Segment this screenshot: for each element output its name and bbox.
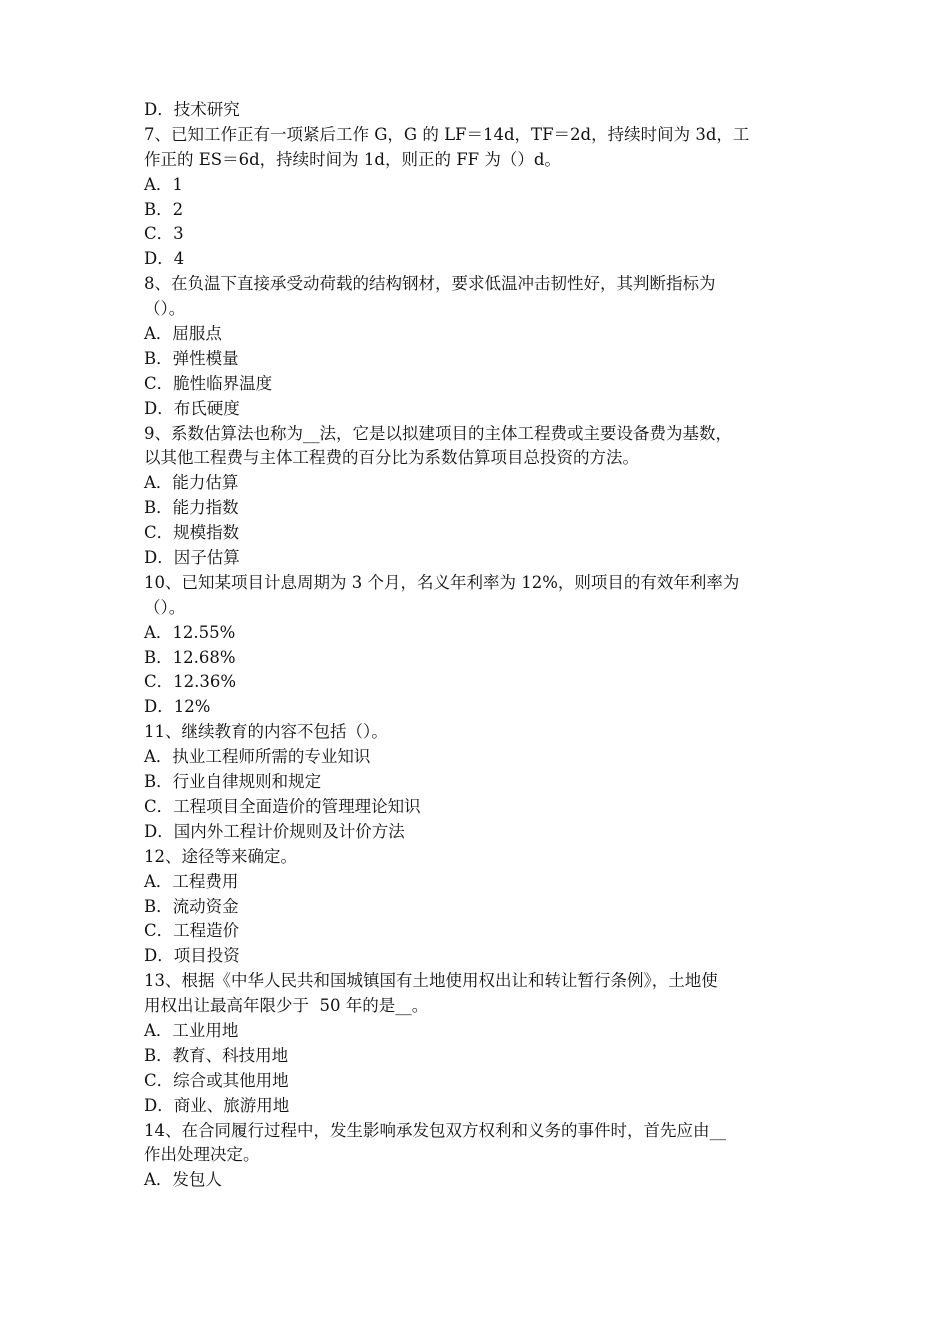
option-c-q11: C．工程项目全面造价的管理理论知识 [144,796,421,816]
option-a-q13: A．工业用地 [144,1020,239,1040]
option-b-q12: B．流动资金 [144,896,239,916]
option-a-q14: A．发包人 [144,1170,222,1190]
question-7-line-2: 作正的 ES＝6d，持续时间为 1d，则正的 FF 为（）d。 [144,149,561,169]
option-d-q6: D．技术研究 [144,100,240,119]
option-d-q11: D．国内外工程计价规则及计价方法 [144,821,405,841]
question-14-line-2: 作出处理决定。 [144,1145,260,1165]
option-a-q9: A．能力估算 [144,473,239,493]
question-9-line-2: 以其他工程费与主体工程费的百分比为系数估算项目总投资的方法。 [144,448,639,468]
option-a-q8: A．屈服点 [144,324,222,344]
option-d-q9: D．因子估算 [144,548,240,568]
question-8-line-1: 8、在负温下直接承受动荷载的结构钢材，要求低温冲击韧性好，其判断指标为 [144,274,716,294]
option-c-q13: C．综合或其他用地 [144,1070,289,1090]
question-8-line-2: （）。 [144,299,186,319]
option-c-q8: C．脆性临界温度 [144,373,273,393]
option-d-q7: D．4 [144,249,185,269]
question-7-line-1: 7、已知工作正有一项紧后工作 G，G 的 LF＝14d，TF＝2d，持续时间为 3d，工 [144,124,750,144]
option-d-q13: D．商业、旅游用地 [144,1095,290,1115]
question-10-line-2: （）。 [144,597,186,617]
option-a-q7: A．1 [144,174,183,194]
option-d-q12: D．项目投资 [144,946,240,966]
question-11: 11、继续教育的内容不包括（）。 [144,722,388,742]
question-13-line-1: 13、根据《中华人民共和国城镇国有土地使用权出让和转让暂行条例》，土地使 [144,971,718,991]
option-d-q10: D．12% [144,697,211,717]
question-10-line-1: 10、已知某项目计息周期为 3 个月，名义年利率为 12%，则项目的有效年利率为 [144,572,740,592]
question-12: 12、途径等来确定。 [144,846,297,866]
option-c-q7: C．3 [144,224,184,244]
option-b-q9: B．能力指数 [144,498,239,518]
option-c-q9: C．规模指数 [144,523,240,543]
option-a-q10: A．12.55% [144,622,236,642]
option-a-q11: A．执业工程师所需的专业知识 [144,747,371,767]
question-9-line-1: 9、系数估算法也称为__法，它是以拟建项目的主体工程费或主要设备费为基数， [144,423,732,443]
question-14-line-1: 14、在合同履行过程中，发生影响承发包双方权利和义务的事件时，首先应由__ [144,1120,726,1140]
option-a-q12: A．工程费用 [144,871,239,891]
document-text [144,98,809,1193]
option-d-q8: D．布氏硬度 [144,398,240,418]
option-b-q13: B．教育、科技用地 [144,1045,289,1065]
option-b-q8: B．弹性模量 [144,348,239,368]
option-b-q7: B．2 [144,199,184,219]
option-c-q12: C．工程造价 [144,921,240,941]
option-c-q10: C．12.36% [144,672,237,692]
option-b-q10: B．12.68% [144,647,236,667]
question-13-line-2: 用权出让最高年限少于 50 年的是__。 [144,996,429,1016]
option-b-q11: B．行业自律规则和规定 [144,772,322,792]
